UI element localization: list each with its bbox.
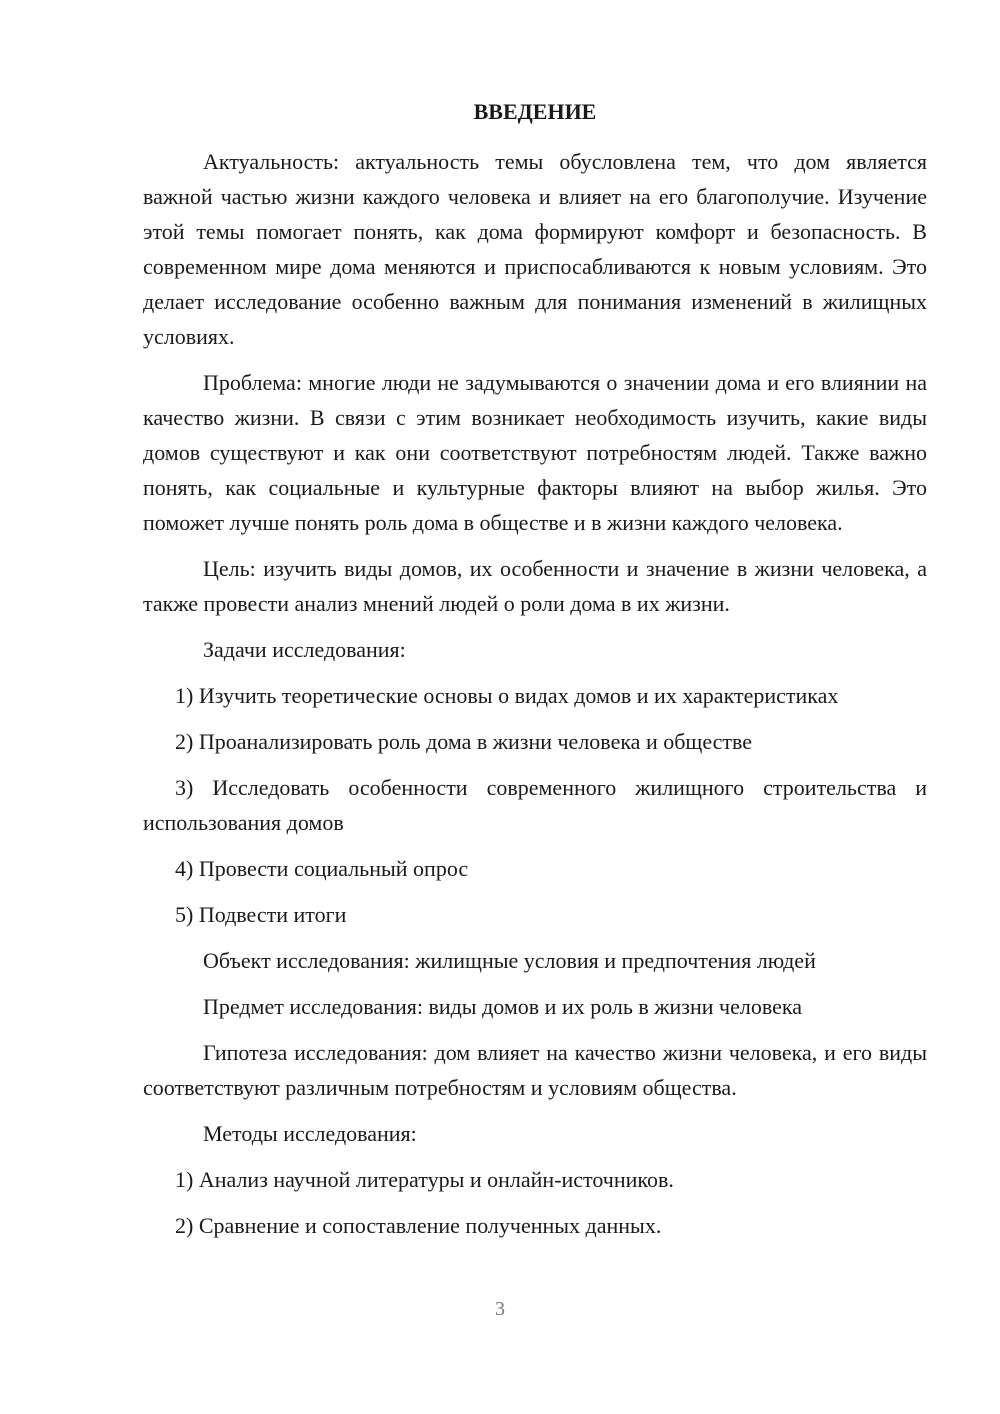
task-item: 3) Исследовать особенности современного жилищного строительства и использования домов bbox=[143, 775, 927, 835]
method-item: 2) Сравнение и сопоставление полученных данных. bbox=[175, 1213, 662, 1238]
goal-paragraph: Цель: изучить виды домов, их особенности и значение в жизни человека, а также провести анализ мнений людей о роли дома в их жизни. bbox=[143, 556, 927, 616]
task-item: 1) Изучить теоретические основы о видах домов и их характеристиках bbox=[175, 683, 839, 708]
object-paragraph: Объект исследования: жилищные условия и предпочтения людей bbox=[203, 948, 816, 973]
hypothesis-paragraph: Гипотеза исследования: дом влияет на качество жизни человека, и его виды соответствуют различным потребностям и условиям общества. bbox=[143, 1040, 927, 1100]
task-item: 4) Провести социальный опрос bbox=[175, 856, 469, 881]
method-item: 1) Анализ научной литературы и онлайн-источников. bbox=[175, 1167, 674, 1192]
methods-heading: Методы исследования: bbox=[203, 1121, 417, 1146]
document-page bbox=[143, 94, 927, 1254]
task-item: 5) Подвести итоги bbox=[175, 902, 347, 927]
tasks-heading: Задачи исследования: bbox=[203, 637, 406, 662]
page-title: ВВЕДЕНИЕ bbox=[473, 99, 597, 124]
relevance-paragraph: Актуальность: актуальность темы обусловлена тем, что дом является важной частью жизни каждого человека и влияет на его благополучие. Изучение этой темы помогает понять, как дома формируют комфорт и безопасность. В современном мире дома меняются и приспосабливаются к новым условиям. Это делает исследование особенно важным для понимания изменений в жилищных условиях. bbox=[143, 149, 927, 349]
subject-paragraph: Предмет исследования: виды домов и их роль в жизни человека bbox=[203, 994, 802, 1019]
page-number: 3 bbox=[495, 1298, 505, 1320]
problem-paragraph: Проблема: многие люди не задумываются о значении дома и его влиянии на качество жизни. В связи с этим возникает необходимость изучить, какие виды домов существуют и как они соответствуют потребностям людей. Также важно понять, как социальные и культурные факторы влияют на выбор жилья. Это поможет лучше понять роль дома в обществе и в жизни каждого человека. bbox=[143, 370, 927, 535]
task-item: 2) Проанализировать роль дома в жизни человека и обществе bbox=[175, 729, 753, 754]
